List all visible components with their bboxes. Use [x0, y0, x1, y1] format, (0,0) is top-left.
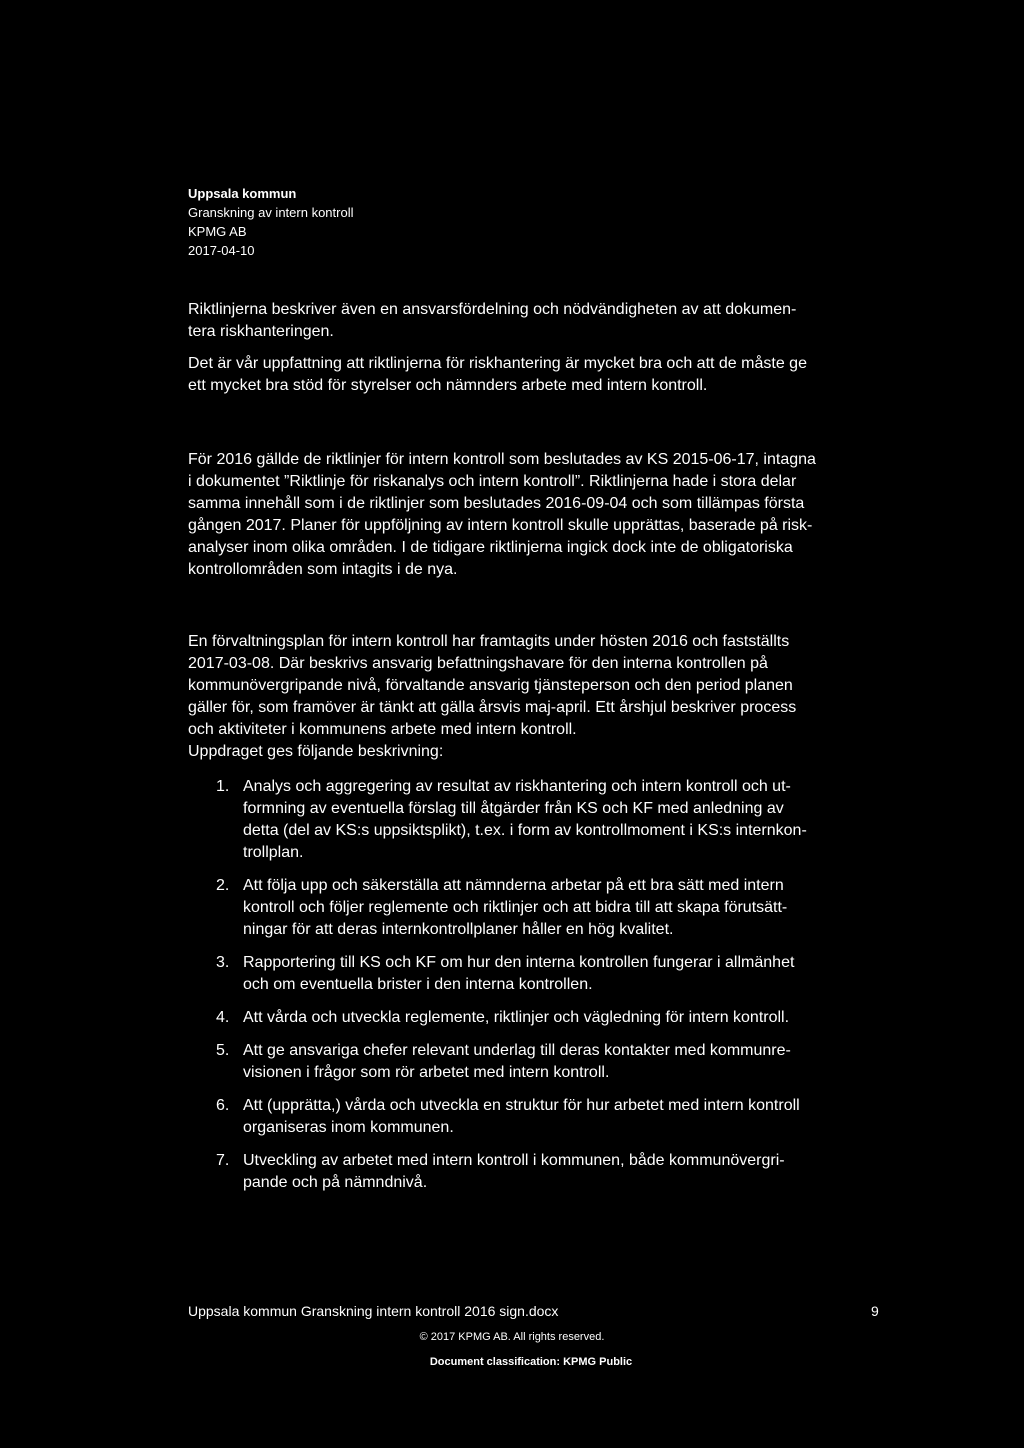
list-number: 5. [216, 1042, 230, 1059]
task-list [188, 776, 888, 1205]
paragraph-line: Det är vår uppfattning att riktlinjerna för riskhantering är mycket bra och att de måste ge [188, 355, 807, 372]
list-line: Utveckling av arbetet med intern kontroll i kommunen, både kommunövergri- [243, 1152, 785, 1169]
paragraph-line: samma innehåll som i de riktlinjer som beslutades 2016-09-04 och som tillämpas första [188, 495, 805, 512]
list-line: Att vårda och utveckla reglemente, riktlinjer och vägledning för intern kontroll. [243, 1009, 790, 1026]
footer-copyright: © 2017 KPMG AB. All rights reserved. [419, 1331, 605, 1343]
paragraph-2 [188, 353, 888, 397]
list-number: 3. [216, 954, 230, 971]
list-line: Rapportering till KS och KF om hur den interna kontrollen fungerar i allmänhet [243, 954, 795, 971]
list-number: 7. [216, 1152, 230, 1169]
list-number: 4. [216, 1009, 230, 1026]
list-line: kontroll och följer reglemente och riktlinjer och att bidra till att skapa förutsätt- [243, 899, 788, 916]
list-item [188, 1040, 888, 1084]
list-line: organiseras inom kommunen. [243, 1119, 454, 1136]
paragraph-3 [188, 449, 888, 581]
footer-classification: Document classification: KPMG Public [429, 1356, 633, 1368]
paragraph-line: Riktlinjerna beskriver även en ansvarsfördelning och nödvändigheten av att dokumen- [188, 301, 797, 318]
header-subject: Granskning av intern kontroll [188, 205, 354, 220]
paragraph-line: ett mycket bra stöd för styrelser och nämnders arbete med intern kontroll. [188, 377, 708, 394]
list-line: ningar för att deras internkontrollplaner håller en hög kvalitet. [243, 921, 674, 938]
header-org: Uppsala kommun [188, 186, 297, 201]
paragraph-line: i dokumentet ”Riktlinje för riskanalys och intern kontroll”. Riktlinjerna hade i stora delar [188, 473, 797, 490]
paragraph-line: och aktiviteter i kommunens arbete med intern kontroll. [188, 721, 577, 738]
paragraph-line: 2017-03-08. Där beskrivs ansvarig befattningshavare för den interna kontrollen på [188, 655, 768, 672]
paragraph-line: kontrollområden som intagits i de nya. [188, 561, 458, 578]
list-line: formning av eventuella förslag till åtgärder från KS och KF med anledning av [243, 800, 784, 817]
paragraph-line: gäller för, som framöver är tänkt att gälla årsvis maj-april. Ett årshjul beskriver process [188, 699, 797, 716]
list-line: och om eventuella brister i den interna kontrollen. [243, 976, 593, 993]
list-line: Att ge ansvariga chefer relevant underlag till deras kontakter med kommunre- [243, 1042, 791, 1059]
list-line: detta (del av KS:s uppsiktsplikt), t.ex. i form av kontrollmoment i KS:s internkon- [243, 822, 807, 839]
paragraph-5 [188, 741, 888, 763]
list-item [188, 1150, 888, 1194]
paragraph-1 [188, 299, 888, 343]
document-header [188, 184, 353, 260]
list-item [188, 1095, 888, 1139]
list-line: Att (upprätta,) vårda och utveckla en struktur för hur arbetet med intern kontroll [243, 1097, 800, 1114]
list-line: Analys och aggregering av resultat av riskhantering och intern kontroll och ut- [243, 778, 791, 795]
footer-page-number: 9 [871, 1303, 879, 1319]
header-firm: KPMG AB [188, 224, 247, 239]
paragraph-4 [188, 631, 888, 741]
list-item [188, 952, 888, 996]
list-item [188, 776, 888, 864]
list-line: pande och på nämndnivå. [243, 1174, 428, 1191]
list-line: visionen i frågor som rör arbetet med intern kontroll. [243, 1064, 610, 1081]
paragraph-line: För 2016 gällde de riktlinjer för intern kontroll som beslutades av KS 2015-06-17, intagna [188, 451, 816, 468]
list-item [188, 875, 888, 941]
list-line: trollplan. [243, 844, 304, 861]
list-number: 6. [216, 1097, 230, 1114]
paragraph-line: kommunövergripande nivå, förvaltande ansvarig tjänsteperson och den period planen [188, 677, 793, 694]
paragraph-line: En förvaltningsplan för intern kontroll har framtagits under hösten 2016 och fastställts [188, 633, 790, 650]
footer-filename: Uppsala kommun Granskning intern kontroll 2016 sign.docx [188, 1303, 559, 1319]
list-number: 1. [216, 778, 230, 795]
paragraph-line: analyser inom olika områden. I de tidigare riktlinjerna ingick dock inte de obligatoriska [188, 539, 793, 556]
header-date: 2017-04-10 [188, 243, 255, 258]
list-number: 2. [216, 877, 230, 894]
list-item [188, 1007, 888, 1029]
list-line: Att följa upp och säkerställa att nämnderna arbetar på ett bra sätt med intern [243, 877, 784, 894]
paragraph-line: Uppdraget ges följande beskrivning: [188, 743, 444, 760]
paragraph-line: tera riskhanteringen. [188, 323, 334, 340]
paragraph-line: gången 2017. Planer för uppföljning av intern kontroll skulle upprättas, baserade på risk- [188, 517, 813, 534]
